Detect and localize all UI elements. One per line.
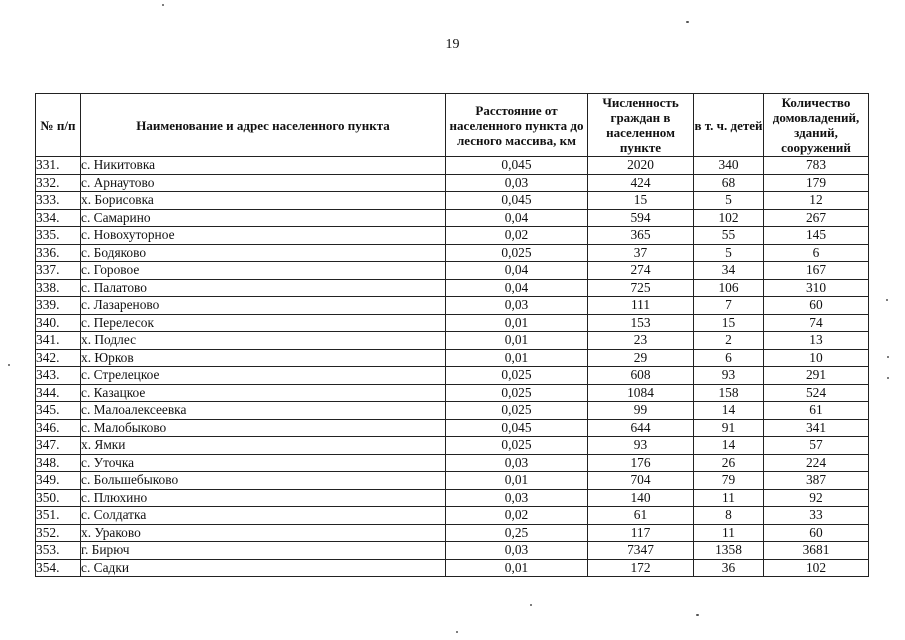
cell-num: 335. <box>36 227 81 245</box>
table-row <box>36 314 869 332</box>
cell-num: 353. <box>36 542 81 560</box>
cell-name: х. Ямки <box>81 437 446 455</box>
cell-children: 158 <box>694 384 764 402</box>
cell-num: 348. <box>36 454 81 472</box>
cell-buildings: 33 <box>764 507 869 525</box>
cell-num: 338. <box>36 279 81 297</box>
header-distance: Расстояние от населенного пункта до лесного массива, км <box>446 94 588 157</box>
cell-population: 37 <box>588 244 694 262</box>
cell-population: 140 <box>588 489 694 507</box>
cell-buildings: 3681 <box>764 542 869 560</box>
cell-children: 11 <box>694 524 764 542</box>
cell-buildings: 310 <box>764 279 869 297</box>
cell-buildings: 57 <box>764 437 869 455</box>
cell-buildings: 60 <box>764 297 869 315</box>
cell-distance: 0,03 <box>446 174 588 192</box>
cell-distance: 0,04 <box>446 209 588 227</box>
scan-speck <box>887 356 889 358</box>
table-row <box>36 367 869 385</box>
cell-children: 79 <box>694 472 764 490</box>
cell-population: 111 <box>588 297 694 315</box>
cell-num: 352. <box>36 524 81 542</box>
cell-buildings: 179 <box>764 174 869 192</box>
cell-name: с. Бодяково <box>81 244 446 262</box>
table-row <box>36 402 869 420</box>
cell-population: 2020 <box>588 157 694 175</box>
cell-distance: 0,01 <box>446 559 588 577</box>
cell-children: 340 <box>694 157 764 175</box>
cell-population: 153 <box>588 314 694 332</box>
cell-population: 365 <box>588 227 694 245</box>
table-row <box>36 174 869 192</box>
cell-name: с. Арнаутово <box>81 174 446 192</box>
cell-population: 176 <box>588 454 694 472</box>
table-row <box>36 524 869 542</box>
cell-buildings: 145 <box>764 227 869 245</box>
cell-buildings: 102 <box>764 559 869 577</box>
cell-name: с. Казацкое <box>81 384 446 402</box>
cell-distance: 0,045 <box>446 192 588 210</box>
cell-num: 342. <box>36 349 81 367</box>
cell-distance: 0,01 <box>446 349 588 367</box>
cell-population: 7347 <box>588 542 694 560</box>
cell-buildings: 267 <box>764 209 869 227</box>
cell-population: 117 <box>588 524 694 542</box>
cell-name: х. Ураково <box>81 524 446 542</box>
cell-num: 340. <box>36 314 81 332</box>
table-row <box>36 227 869 245</box>
cell-num: 351. <box>36 507 81 525</box>
cell-num: 346. <box>36 419 81 437</box>
table-body <box>36 157 869 577</box>
cell-num: 337. <box>36 262 81 280</box>
table-row <box>36 244 869 262</box>
cell-population: 93 <box>588 437 694 455</box>
cell-name: с. Самарино <box>81 209 446 227</box>
header-name: Наименование и адрес населенного пункта <box>81 94 446 157</box>
cell-population: 1084 <box>588 384 694 402</box>
scan-speck <box>686 21 689 23</box>
cell-name: с. Лазареново <box>81 297 446 315</box>
cell-name: с. Плюхино <box>81 489 446 507</box>
table-row <box>36 262 869 280</box>
cell-name: х. Борисовка <box>81 192 446 210</box>
cell-population: 15 <box>588 192 694 210</box>
cell-population: 274 <box>588 262 694 280</box>
cell-distance: 0,04 <box>446 262 588 280</box>
page-number: 19 <box>445 37 460 52</box>
cell-name: с. Садки <box>81 559 446 577</box>
table-row <box>36 559 869 577</box>
scan-speck <box>886 299 888 301</box>
cell-population: 704 <box>588 472 694 490</box>
table-row <box>36 297 869 315</box>
cell-num: 344. <box>36 384 81 402</box>
cell-buildings: 6 <box>764 244 869 262</box>
table-row <box>36 507 869 525</box>
table-row <box>36 349 869 367</box>
cell-distance: 0,025 <box>446 402 588 420</box>
cell-num: 331. <box>36 157 81 175</box>
cell-population: 172 <box>588 559 694 577</box>
cell-population: 23 <box>588 332 694 350</box>
cell-buildings: 92 <box>764 489 869 507</box>
cell-name: с. Малобыково <box>81 419 446 437</box>
cell-distance: 0,03 <box>446 297 588 315</box>
cell-population: 99 <box>588 402 694 420</box>
table-row <box>36 489 869 507</box>
table-row <box>36 419 869 437</box>
cell-children: 2 <box>694 332 764 350</box>
cell-num: 350. <box>36 489 81 507</box>
cell-population: 424 <box>588 174 694 192</box>
cell-num: 347. <box>36 437 81 455</box>
cell-name: с. Новохуторное <box>81 227 446 245</box>
table-row <box>36 384 869 402</box>
cell-name: с. Большебыково <box>81 472 446 490</box>
table-row <box>36 209 869 227</box>
cell-buildings: 61 <box>764 402 869 420</box>
scan-speck <box>456 631 458 633</box>
scan-speck <box>530 604 532 606</box>
cell-buildings: 524 <box>764 384 869 402</box>
scan-speck <box>162 4 164 6</box>
table-row <box>36 332 869 350</box>
cell-distance: 0,25 <box>446 524 588 542</box>
cell-num: 341. <box>36 332 81 350</box>
cell-buildings: 167 <box>764 262 869 280</box>
cell-children: 36 <box>694 559 764 577</box>
cell-children: 55 <box>694 227 764 245</box>
cell-children: 68 <box>694 174 764 192</box>
scan-speck <box>887 377 889 379</box>
cell-children: 106 <box>694 279 764 297</box>
cell-name: г. Бирюч <box>81 542 446 560</box>
cell-children: 26 <box>694 454 764 472</box>
cell-buildings: 291 <box>764 367 869 385</box>
cell-buildings: 341 <box>764 419 869 437</box>
scan-speck <box>696 614 699 616</box>
cell-name: с. Уточка <box>81 454 446 472</box>
header-population: Численность граждан в населенном пункте <box>588 94 694 157</box>
cell-buildings: 74 <box>764 314 869 332</box>
header-buildings: Количество домовладений, зданий, сооружений <box>764 94 869 157</box>
table-row <box>36 542 869 560</box>
cell-distance: 0,02 <box>446 227 588 245</box>
table-header-row <box>36 94 869 157</box>
cell-num: 334. <box>36 209 81 227</box>
cell-buildings: 783 <box>764 157 869 175</box>
cell-distance: 0,04 <box>446 279 588 297</box>
cell-distance: 0,03 <box>446 489 588 507</box>
table-row <box>36 472 869 490</box>
cell-population: 29 <box>588 349 694 367</box>
cell-distance: 0,025 <box>446 367 588 385</box>
cell-children: 7 <box>694 297 764 315</box>
table-row <box>36 437 869 455</box>
cell-name: х. Юрков <box>81 349 446 367</box>
table-row <box>36 157 869 175</box>
cell-distance: 0,045 <box>446 157 588 175</box>
cell-num: 332. <box>36 174 81 192</box>
cell-children: 8 <box>694 507 764 525</box>
table-row <box>36 192 869 210</box>
cell-population: 594 <box>588 209 694 227</box>
cell-distance: 0,01 <box>446 332 588 350</box>
cell-children: 1358 <box>694 542 764 560</box>
cell-population: 644 <box>588 419 694 437</box>
cell-distance: 0,02 <box>446 507 588 525</box>
cell-children: 93 <box>694 367 764 385</box>
cell-buildings: 13 <box>764 332 869 350</box>
cell-name: с. Никитовка <box>81 157 446 175</box>
cell-buildings: 10 <box>764 349 869 367</box>
cell-distance: 0,025 <box>446 384 588 402</box>
cell-distance: 0,03 <box>446 542 588 560</box>
cell-name: с. Горовое <box>81 262 446 280</box>
cell-children: 91 <box>694 419 764 437</box>
cell-children: 14 <box>694 402 764 420</box>
cell-name: с. Солдатка <box>81 507 446 525</box>
cell-buildings: 224 <box>764 454 869 472</box>
header-num: № п/п <box>36 94 81 157</box>
scan-speck <box>8 364 10 366</box>
cell-children: 6 <box>694 349 764 367</box>
cell-name: с. Малоалексеевка <box>81 402 446 420</box>
cell-buildings: 12 <box>764 192 869 210</box>
cell-num: 349. <box>36 472 81 490</box>
table-row <box>36 454 869 472</box>
cell-name: с. Стрелецкое <box>81 367 446 385</box>
cell-distance: 0,025 <box>446 244 588 262</box>
cell-distance: 0,045 <box>446 419 588 437</box>
cell-num: 336. <box>36 244 81 262</box>
cell-children: 11 <box>694 489 764 507</box>
header-children: в т. ч. детей <box>694 94 764 157</box>
cell-distance: 0,025 <box>446 437 588 455</box>
cell-num: 339. <box>36 297 81 315</box>
cell-children: 102 <box>694 209 764 227</box>
cell-distance: 0,01 <box>446 314 588 332</box>
cell-children: 5 <box>694 244 764 262</box>
cell-distance: 0,03 <box>446 454 588 472</box>
settlements-table <box>35 93 869 577</box>
cell-num: 345. <box>36 402 81 420</box>
cell-children: 34 <box>694 262 764 280</box>
cell-population: 61 <box>588 507 694 525</box>
cell-buildings: 60 <box>764 524 869 542</box>
cell-children: 15 <box>694 314 764 332</box>
cell-num: 343. <box>36 367 81 385</box>
cell-num: 333. <box>36 192 81 210</box>
cell-population: 608 <box>588 367 694 385</box>
cell-name: х. Подлес <box>81 332 446 350</box>
cell-distance: 0,01 <box>446 472 588 490</box>
cell-buildings: 387 <box>764 472 869 490</box>
cell-name: с. Перелесок <box>81 314 446 332</box>
cell-children: 5 <box>694 192 764 210</box>
cell-population: 725 <box>588 279 694 297</box>
cell-children: 14 <box>694 437 764 455</box>
table-row <box>36 279 869 297</box>
cell-num: 354. <box>36 559 81 577</box>
cell-name: с. Палатово <box>81 279 446 297</box>
